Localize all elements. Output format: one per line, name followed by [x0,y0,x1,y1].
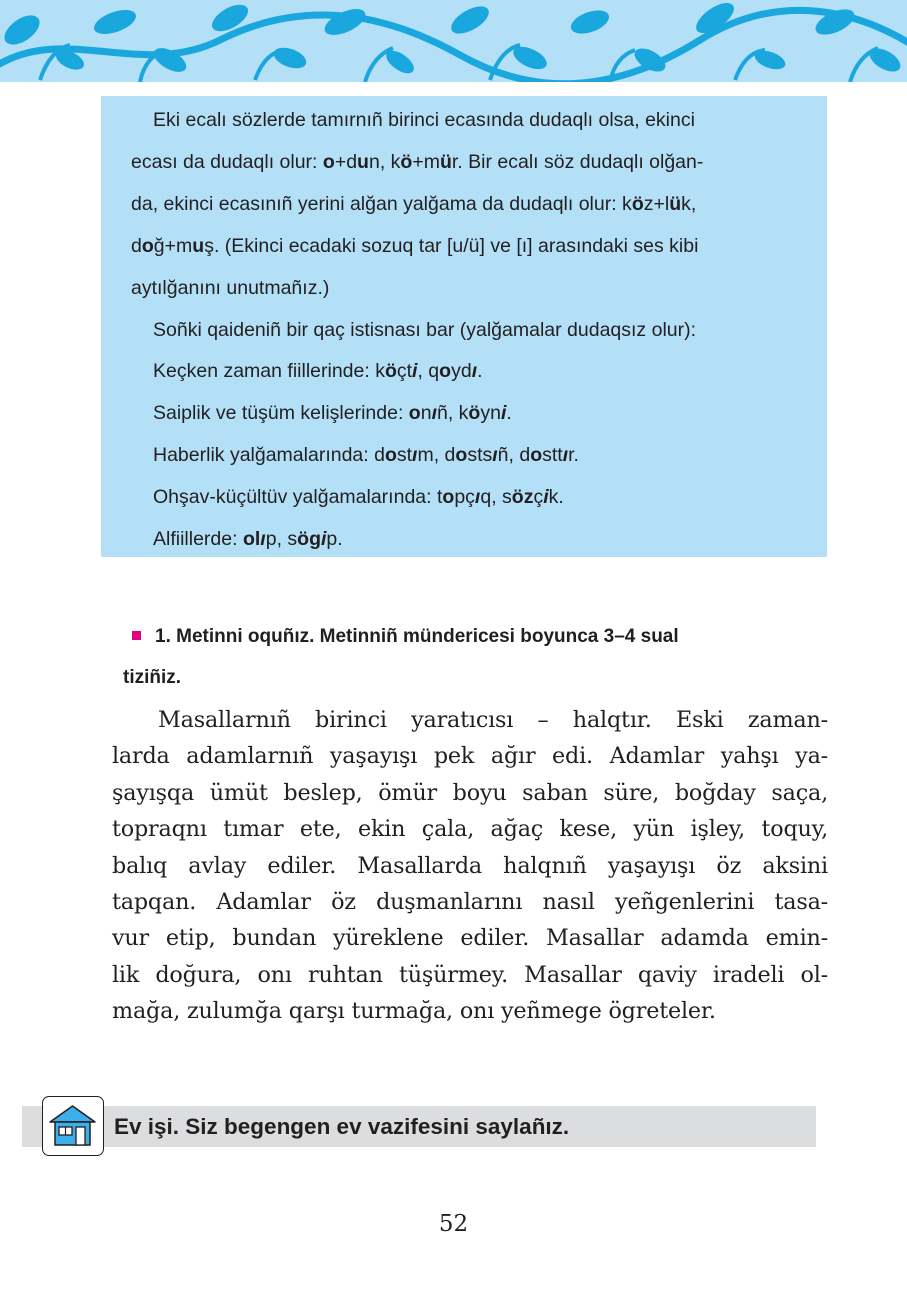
reading-line: topraqnı tımar ete, ekin çala, ağaç kese, yün işley, toquy, [112,816,828,843]
exception-item: Haberlik yalğamalarında: dostım, dostsıñ, dosttır. [153,444,579,467]
reading-line: vur etip, bundan yüreklene ediler. Masallar adamda emin- [112,925,828,952]
homework-text: Ev işi. Siz begengen ev vazifesini saylañız. [114,1114,570,1139]
reading-line: tapqan. Adamlar öz duşmanlarını nasıl yeñgenlerini tasa- [112,889,828,916]
grammar-rule-box [101,96,827,557]
rule-line: doğ+muş. (Ekinci ecadaki sozuq tar [u/ü] ve [ı] arasındaki ses kibi [131,234,699,257]
reading-line: mağa, zulumğa qarşı turmağa, onı yeñmege ögreteler. [112,998,716,1025]
decorative-ornament-band [0,0,907,82]
task-line: 1. Metinni oquñız. Metinniñ mündericesi boyunca 3–4 sual [124,616,824,657]
exception-item: Alfiillerde: olıp, sögip. [153,528,343,551]
reading-line: larda adamlarnıñ yaşayışı pek ağır edi. Adamlar yahşı ya- [112,743,828,770]
rule-line: da, ekinci ecasınıñ yerini alğan yalğama da dudaqlı olur: köz+lük, [131,192,697,215]
reading-text [112,702,828,1030]
rule-line: ecası da dudaqlı olur: o+dun, kö+mür. Bir ecalı söz dudaqlı olğan- [131,150,704,173]
exception-item: Keçken zaman fiillerinde: köçti, qoydı. [153,360,483,383]
reading-line: şayışqa ümüt beslep, ömür boyu saban süre, boğday saça, [112,779,828,806]
reading-line: balıq avlay ediler. Masallarda halqnıñ yaşayışı öz aksini [112,852,828,879]
rule-line: Eki ecalı sözlerde tamırnıñ birinci ecasında dudaqlı olsa, ekinci [153,109,695,131]
exercise-task [124,616,824,698]
reading-line: lik doğura, onı ruhtan tüşürmey. Masallar qaviy iradeli ol- [112,961,828,988]
task-line: tiziñiz. [123,667,182,688]
square-bullet-icon [132,631,141,640]
house-icon [42,1096,104,1156]
exceptions-intro: Soñki qaideniñ bir qaç istisnası bar (yalğamalar dudaqsız olur): [153,318,697,341]
page-number: 52 [438,1211,469,1237]
reading-line: Masallarnıñ birinci yaratıcısı – halqtır. Eski zaman- [158,707,828,733]
exception-item: Ohşav-küçültüv yalğamalarında: topçıq, sözçik. [153,486,564,509]
exception-item: Saiplik ve tüşüm kelişlerinde: onıñ, köyni. [153,402,512,425]
rule-line: aytılğanını unutmañız.) [131,276,330,299]
